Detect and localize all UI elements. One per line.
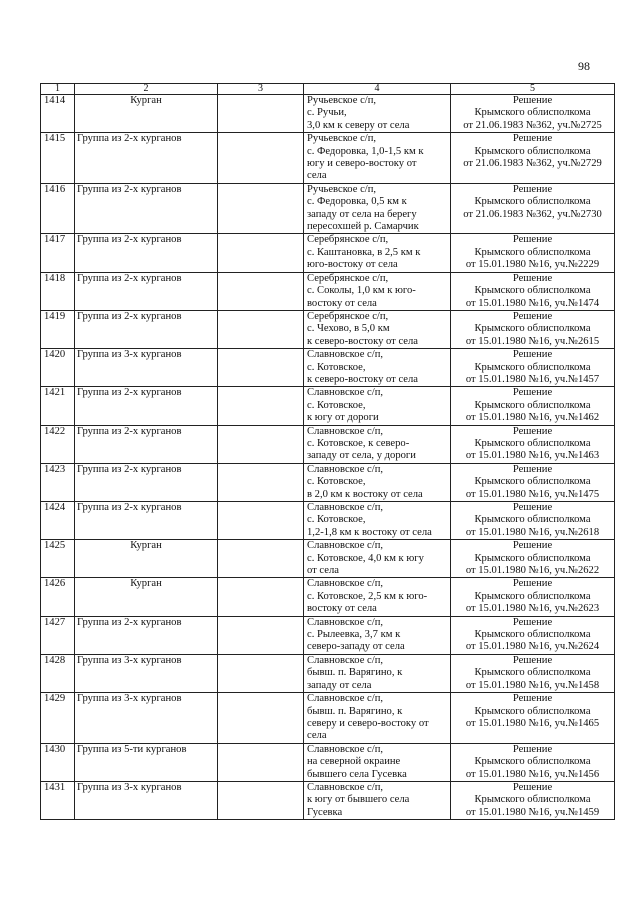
table-row: [41, 781, 615, 819]
location-line: Славновское с/п,: [307, 743, 384, 755]
decision-line: Решение: [512, 133, 553, 145]
table-row: [41, 578, 615, 616]
decision-line: Решение: [512, 463, 553, 475]
cell-column-3: [218, 349, 304, 387]
table-row: [41, 272, 615, 310]
location-line: Славновское с/п,: [307, 693, 384, 705]
cell-number: 1427: [41, 616, 75, 654]
object-name-text: Группа из 3-х курганов: [77, 693, 182, 705]
column-header: 2: [75, 84, 218, 95]
cell-object-name: [75, 133, 218, 184]
cell-decision: [451, 743, 615, 781]
decision-line: Крымского облисполкома: [474, 437, 591, 449]
cell-location: [304, 463, 451, 501]
page-number: 98: [578, 59, 590, 73]
location-line: Ручьевское с/п,: [307, 95, 377, 106]
cell-column-3: [218, 578, 304, 616]
decision-line: Решение: [512, 425, 553, 437]
decision-line: от 21.06.1983 №362, уч.№2725: [463, 119, 602, 131]
table-row: [41, 693, 615, 744]
location-line: Славновское с/п,: [307, 425, 384, 437]
location-line: с. Котовское,: [307, 361, 366, 373]
location-line: Славновское с/п,: [307, 578, 384, 590]
decision-line: от 15.01.1980 №16, уч.№2624: [465, 641, 600, 653]
location-line: Славновское с/п,: [307, 781, 384, 793]
cell-column-3: [218, 183, 304, 234]
cell-location: [304, 183, 451, 234]
decision-line: Крымского облисполкома: [474, 196, 591, 208]
table-body: [41, 95, 615, 820]
location-line: Ручьевское с/п,: [307, 133, 377, 145]
location-line: северо-западу от села: [307, 641, 405, 653]
table-row: [41, 425, 615, 463]
location-line: западу от села, у дороги: [307, 450, 416, 462]
location-line: Серебрянское с/п,: [307, 272, 389, 284]
location-line: с. Федоровка, 0,5 км к: [307, 196, 407, 208]
location-line: юго-востоку от села: [307, 259, 398, 271]
location-line: бывшего села Гусевка: [307, 768, 407, 780]
column-number-row: [41, 84, 615, 95]
location-line: пересохшей р. Самарчик: [307, 221, 419, 233]
location-line: бывш. п. Варягино, к: [307, 667, 403, 679]
location-line: к северо-востоку от села: [307, 373, 418, 385]
cell-number: 1416: [41, 183, 75, 234]
object-name-text: Группа из 2-х курганов: [77, 502, 182, 513]
decision-line: от 15.01.1980 №16, уч.№1465: [465, 717, 600, 729]
location-line: западу от села на берегу: [307, 208, 417, 220]
location-line: Славновское с/п,: [307, 540, 384, 552]
object-name-text: Группа из 2-х курганов: [77, 310, 182, 322]
decision-line: от 15.01.1980 №16, уч.№2618: [465, 526, 600, 538]
cell-column-3: [218, 502, 304, 540]
cell-location: [304, 349, 451, 387]
cell-object-name: [75, 95, 218, 133]
object-name-text: Группа из 2-х курганов: [77, 272, 182, 284]
decision-line: Крымского облисполкома: [474, 285, 591, 297]
cell-decision: [451, 133, 615, 184]
cell-number: 1419: [41, 310, 75, 348]
cell-location: [304, 616, 451, 654]
decision-line: Решение: [512, 781, 553, 793]
location-line: Славновское с/п,: [307, 654, 384, 666]
cell-column-3: [218, 387, 304, 425]
decision-line: от 15.01.1980 №16, уч.№1459: [465, 806, 600, 818]
cell-decision: [451, 502, 615, 540]
decision-line: от 21.06.1983 №362, уч.№2730: [463, 208, 602, 220]
cell-decision: [451, 272, 615, 310]
cell-location: [304, 743, 451, 781]
decision-line: от 15.01.1980 №16, уч.№1458: [465, 679, 600, 691]
decision-line: от 21.06.1983 №362, уч.№2729: [463, 158, 602, 170]
cell-number: 1418: [41, 272, 75, 310]
table-row: [41, 183, 615, 234]
location-line: бывш. п. Варягино, к: [307, 705, 403, 717]
cell-object-name: [75, 693, 218, 744]
location-line: с. Котовское,: [307, 476, 366, 488]
column-header: 1: [41, 84, 75, 95]
decision-line: Крымского облисполкома: [474, 552, 591, 564]
cell-number: 1422: [41, 425, 75, 463]
decision-line: Решение: [512, 387, 553, 399]
object-name-text: Группа из 2-х курганов: [77, 183, 182, 195]
object-name-text: Группа из 3-х курганов: [77, 654, 182, 666]
decision-line: Решение: [512, 654, 553, 666]
cell-number: 1431: [41, 781, 75, 819]
location-line: с. Котовское, 4,0 км к югу: [307, 552, 424, 564]
table-row: [41, 387, 615, 425]
decision-line: от 15.01.1980 №16, уч.№1463: [465, 450, 600, 462]
location-line: Серебрянское с/п,: [307, 234, 389, 246]
column-header: 4: [304, 84, 451, 95]
cell-location: [304, 95, 451, 133]
decision-line: Решение: [512, 310, 553, 322]
location-line: югу и северо-востоку от: [307, 158, 417, 170]
cell-object-name: [75, 781, 218, 819]
location-line: к северо-востоку от села: [307, 335, 418, 347]
cell-column-3: [218, 463, 304, 501]
cell-number: 1428: [41, 654, 75, 692]
cell-decision: [451, 616, 615, 654]
cell-number: 1415: [41, 133, 75, 184]
cell-location: [304, 272, 451, 310]
cell-object-name: [75, 425, 218, 463]
table-row: [41, 616, 615, 654]
cell-column-3: [218, 781, 304, 819]
cell-column-3: [218, 310, 304, 348]
decision-line: Решение: [512, 95, 553, 106]
object-name-text: Курган: [130, 540, 162, 552]
cell-decision: [451, 463, 615, 501]
cell-location: [304, 425, 451, 463]
cell-decision: [451, 387, 615, 425]
cell-object-name: [75, 502, 218, 540]
location-line: с. Чехово, в 5,0 км: [307, 323, 390, 335]
location-line: западу от села: [307, 679, 372, 691]
cell-number: 1423: [41, 463, 75, 501]
object-name-text: Курган: [130, 95, 162, 106]
object-name-text: Курган: [130, 578, 162, 590]
decision-line: от 15.01.1980 №16, уч.№1456: [465, 768, 600, 780]
decision-line: Крымского облисполкома: [474, 794, 591, 806]
decision-line: Крымского облисполкома: [474, 323, 591, 335]
cell-number: 1424: [41, 502, 75, 540]
cell-object-name: [75, 743, 218, 781]
object-name-text: Группа из 2-х курганов: [77, 463, 182, 475]
decision-line: от 15.01.1980 №16, уч.№2615: [465, 335, 600, 347]
decision-line: от 15.01.1980 №16, уч.№2623: [465, 603, 600, 615]
decision-line: Крымского облисполкома: [474, 399, 591, 411]
cell-object-name: [75, 616, 218, 654]
cell-object-name: [75, 654, 218, 692]
cell-location: [304, 234, 451, 272]
cell-number: 1429: [41, 693, 75, 744]
decision-line: Крымского облисполкома: [474, 361, 591, 373]
location-line: Гусевка: [307, 806, 343, 818]
decision-line: Крымского облисполкома: [474, 107, 591, 119]
location-line: востоку от села: [307, 603, 377, 615]
cell-decision: [451, 425, 615, 463]
decision-line: Решение: [512, 540, 553, 552]
column-header: 5: [451, 84, 615, 95]
decision-line: Решение: [512, 272, 553, 284]
location-line: 1,2-1,8 км к востоку от села: [307, 526, 432, 538]
location-line: к югу от бывшего села: [307, 794, 410, 806]
decision-line: от 15.01.1980 №16, уч.№1462: [465, 412, 600, 424]
column-header: 3: [218, 84, 304, 95]
location-line: от села: [307, 565, 339, 577]
cell-object-name: [75, 272, 218, 310]
location-line: 3,0 км к северу от села: [307, 119, 410, 131]
decision-line: Крымского облисполкома: [474, 705, 591, 717]
location-line: с. Каштановка, в 2,5 км к: [307, 246, 421, 258]
decision-line: от 15.01.1980 №16, уч.№2229: [465, 259, 600, 271]
cell-decision: [451, 95, 615, 133]
decision-line: Решение: [512, 349, 553, 361]
object-name-text: Группа из 2-х курганов: [77, 234, 182, 246]
location-line: Серебрянское с/п,: [307, 310, 389, 322]
decision-line: Крымского облисполкома: [474, 246, 591, 258]
location-line: села: [307, 170, 327, 182]
decision-line: Крымского облисполкома: [474, 145, 591, 157]
location-line: с. Рылеевка, 3,7 км к: [307, 629, 401, 641]
decision-line: Решение: [512, 693, 553, 705]
cell-object-name: [75, 387, 218, 425]
decision-line: Решение: [512, 578, 553, 590]
cell-object-name: [75, 234, 218, 272]
object-name-text: Группа из 5-ти курганов: [77, 743, 187, 755]
location-line: с. Котовское,: [307, 514, 366, 526]
cell-number: 1426: [41, 578, 75, 616]
table-row: [41, 95, 615, 133]
cell-decision: [451, 349, 615, 387]
cell-column-3: [218, 133, 304, 184]
cell-number: 1417: [41, 234, 75, 272]
cell-column-3: [218, 743, 304, 781]
table-row: [41, 349, 615, 387]
cell-object-name: [75, 310, 218, 348]
cell-decision: [451, 234, 615, 272]
cell-decision: [451, 310, 615, 348]
cell-object-name: [75, 463, 218, 501]
decision-line: Крымского облисполкома: [474, 590, 591, 602]
location-line: Славновское с/п,: [307, 387, 384, 399]
location-line: Славновское с/п,: [307, 502, 384, 513]
table-row: [41, 654, 615, 692]
location-line: в 2,0 км к востоку от села: [307, 488, 423, 500]
cell-decision: [451, 781, 615, 819]
cell-number: 1421: [41, 387, 75, 425]
cell-column-3: [218, 272, 304, 310]
cell-location: [304, 781, 451, 819]
cell-number: 1430: [41, 743, 75, 781]
object-name-text: Группа из 2-х курганов: [77, 425, 182, 437]
location-line: к югу от дороги: [307, 412, 379, 424]
table-row: [41, 502, 615, 540]
location-line: с. Ручьи,: [307, 107, 347, 119]
cell-column-3: [218, 616, 304, 654]
object-name-text: Группа из 3-х курганов: [77, 781, 182, 793]
cell-object-name: [75, 349, 218, 387]
location-line: с. Котовское, к северо-: [307, 437, 410, 449]
cell-decision: [451, 578, 615, 616]
decision-line: от 15.01.1980 №16, уч.№1474: [465, 297, 600, 309]
object-name-text: Группа из 2-х курганов: [77, 133, 182, 145]
location-line: села: [307, 730, 327, 742]
cell-decision: [451, 693, 615, 744]
cell-location: [304, 578, 451, 616]
decision-line: от 15.01.1980 №16, уч.№1457: [465, 373, 600, 385]
object-name-text: Группа из 3-х курганов: [77, 349, 182, 361]
heritage-registry-table: [40, 83, 615, 820]
cell-column-3: [218, 693, 304, 744]
location-line: с. Федоровка, 1,0-1,5 км к: [307, 145, 424, 157]
cell-number: 1425: [41, 540, 75, 578]
decision-line: Решение: [512, 743, 553, 755]
decision-line: от 15.01.1980 №16, уч.№1475: [465, 488, 600, 500]
decision-line: Решение: [512, 616, 553, 628]
decision-line: Крымского облисполкома: [474, 667, 591, 679]
location-line: Славновское с/п,: [307, 616, 384, 628]
cell-decision: [451, 654, 615, 692]
location-line: с. Котовское,: [307, 399, 366, 411]
cell-column-3: [218, 425, 304, 463]
decision-line: Крымского облисполкома: [474, 629, 591, 641]
location-line: с. Соколы, 1,0 км к юго-: [307, 285, 416, 297]
cell-location: [304, 654, 451, 692]
cell-location: [304, 502, 451, 540]
table-row: [41, 234, 615, 272]
location-line: Ручьевское с/п,: [307, 183, 377, 195]
location-line: востоку от села: [307, 297, 377, 309]
cell-number: 1420: [41, 349, 75, 387]
cell-location: [304, 310, 451, 348]
cell-location: [304, 133, 451, 184]
table-row: [41, 310, 615, 348]
cell-column-3: [218, 540, 304, 578]
decision-line: от 15.01.1980 №16, уч.№2622: [465, 565, 600, 577]
object-name-text: Группа из 2-х курганов: [77, 616, 182, 628]
location-line: на северной окраине: [307, 756, 401, 768]
cell-location: [304, 387, 451, 425]
cell-location: [304, 540, 451, 578]
cell-decision: [451, 540, 615, 578]
cell-location: [304, 693, 451, 744]
table-row: [41, 463, 615, 501]
cell-object-name: [75, 578, 218, 616]
object-name-text: Группа из 2-х курганов: [77, 387, 182, 399]
cell-number: 1414: [41, 95, 75, 133]
decision-line: Решение: [512, 502, 553, 513]
location-line: северу и северо-востоку от: [307, 717, 429, 729]
location-line: Славновское с/п,: [307, 463, 384, 475]
decision-line: Крымского облисполкома: [474, 514, 591, 526]
cell-object-name: [75, 540, 218, 578]
decision-line: Крымского облисполкома: [474, 476, 591, 488]
location-line: с. Котовское, 2,5 км к юго-: [307, 590, 428, 602]
cell-decision: [451, 183, 615, 234]
table-row: [41, 743, 615, 781]
table-row: [41, 540, 615, 578]
decision-line: Крымского облисполкома: [474, 756, 591, 768]
cell-column-3: [218, 234, 304, 272]
cell-column-3: [218, 654, 304, 692]
cell-object-name: [75, 183, 218, 234]
cell-column-3: [218, 95, 304, 133]
decision-line: Решение: [512, 234, 553, 246]
table-row: [41, 133, 615, 184]
location-line: Славновское с/п,: [307, 349, 384, 361]
decision-line: Решение: [512, 183, 553, 195]
